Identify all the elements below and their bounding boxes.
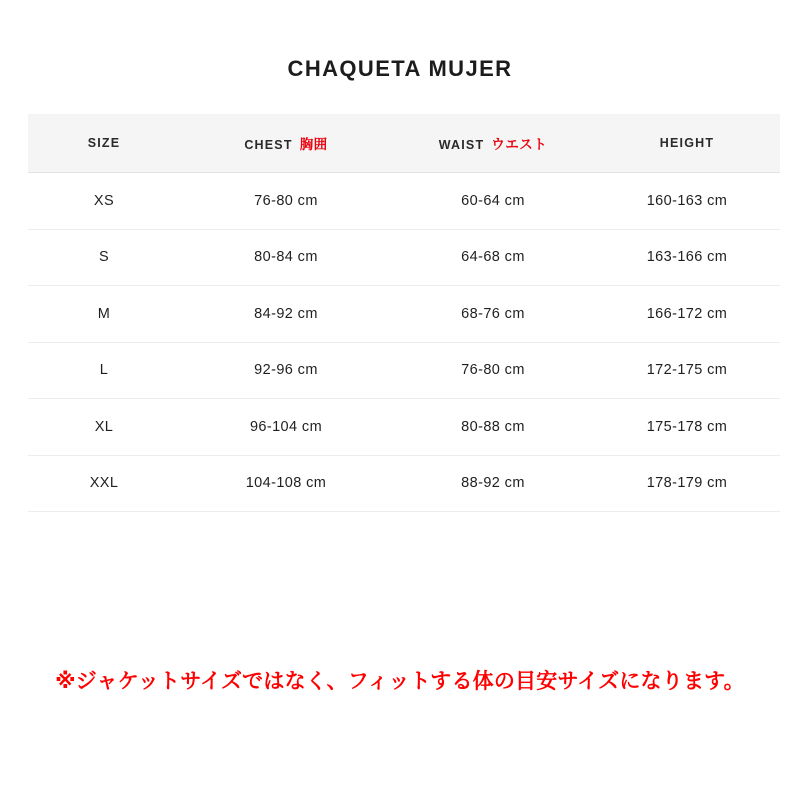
column-header-waist-jp: ウエスト — [491, 137, 548, 153]
cell-size: XS — [28, 173, 180, 230]
table-row — [28, 173, 780, 230]
table-header — [28, 114, 780, 173]
cell-chest: 80-84 cm — [180, 229, 392, 286]
table-header-row — [28, 114, 780, 173]
column-header-size — [28, 114, 180, 173]
cell-height: 163-166 cm — [594, 229, 780, 286]
cell-chest: 76-80 cm — [180, 173, 392, 230]
column-header-waist — [392, 114, 594, 173]
table-row — [28, 342, 780, 399]
cell-waist: 64-68 cm — [392, 229, 594, 286]
size-table — [28, 114, 780, 512]
column-header-chest — [180, 114, 392, 173]
cell-waist: 80-88 cm — [392, 399, 594, 456]
column-header-chest-jp: 胸囲 — [299, 137, 328, 153]
cell-waist: 60-64 cm — [392, 173, 594, 230]
cell-height: 166-172 cm — [594, 286, 780, 343]
cell-chest: 96-104 cm — [180, 399, 392, 456]
column-header-height — [594, 114, 780, 173]
cell-waist: 68-76 cm — [392, 286, 594, 343]
cell-chest: 104-108 cm — [180, 455, 392, 512]
cell-waist: 76-80 cm — [392, 342, 594, 399]
cell-size: S — [28, 229, 180, 286]
cell-height: 178-179 cm — [594, 455, 780, 512]
page-title: CHAQUETA MUJER — [287, 56, 513, 81]
table-row — [28, 286, 780, 343]
cell-height: 160-163 cm — [594, 173, 780, 230]
cell-size: L — [28, 342, 180, 399]
cell-height: 175-178 cm — [594, 399, 780, 456]
table-row — [28, 399, 780, 456]
cell-height: 172-175 cm — [594, 342, 780, 399]
cell-size: XL — [28, 399, 180, 456]
cell-size: M — [28, 286, 180, 343]
cell-waist: 88-92 cm — [392, 455, 594, 512]
table-row — [28, 229, 780, 286]
cell-chest: 84-92 cm — [180, 286, 392, 343]
table-body — [28, 173, 780, 512]
size-table-container — [28, 114, 772, 512]
column-header-waist-label: WAIST — [438, 138, 485, 152]
cell-chest: 92-96 cm — [180, 342, 392, 399]
column-header-size-label: SIZE — [87, 136, 121, 150]
column-header-height-label: HEIGHT — [659, 136, 715, 150]
table-row — [28, 455, 780, 512]
size-note: ※ジャケットサイズではなく、フィットする体の目安サイズになります。 — [55, 669, 745, 693]
column-header-chest-label: CHEST — [244, 138, 293, 152]
cell-size: XXL — [28, 455, 180, 512]
